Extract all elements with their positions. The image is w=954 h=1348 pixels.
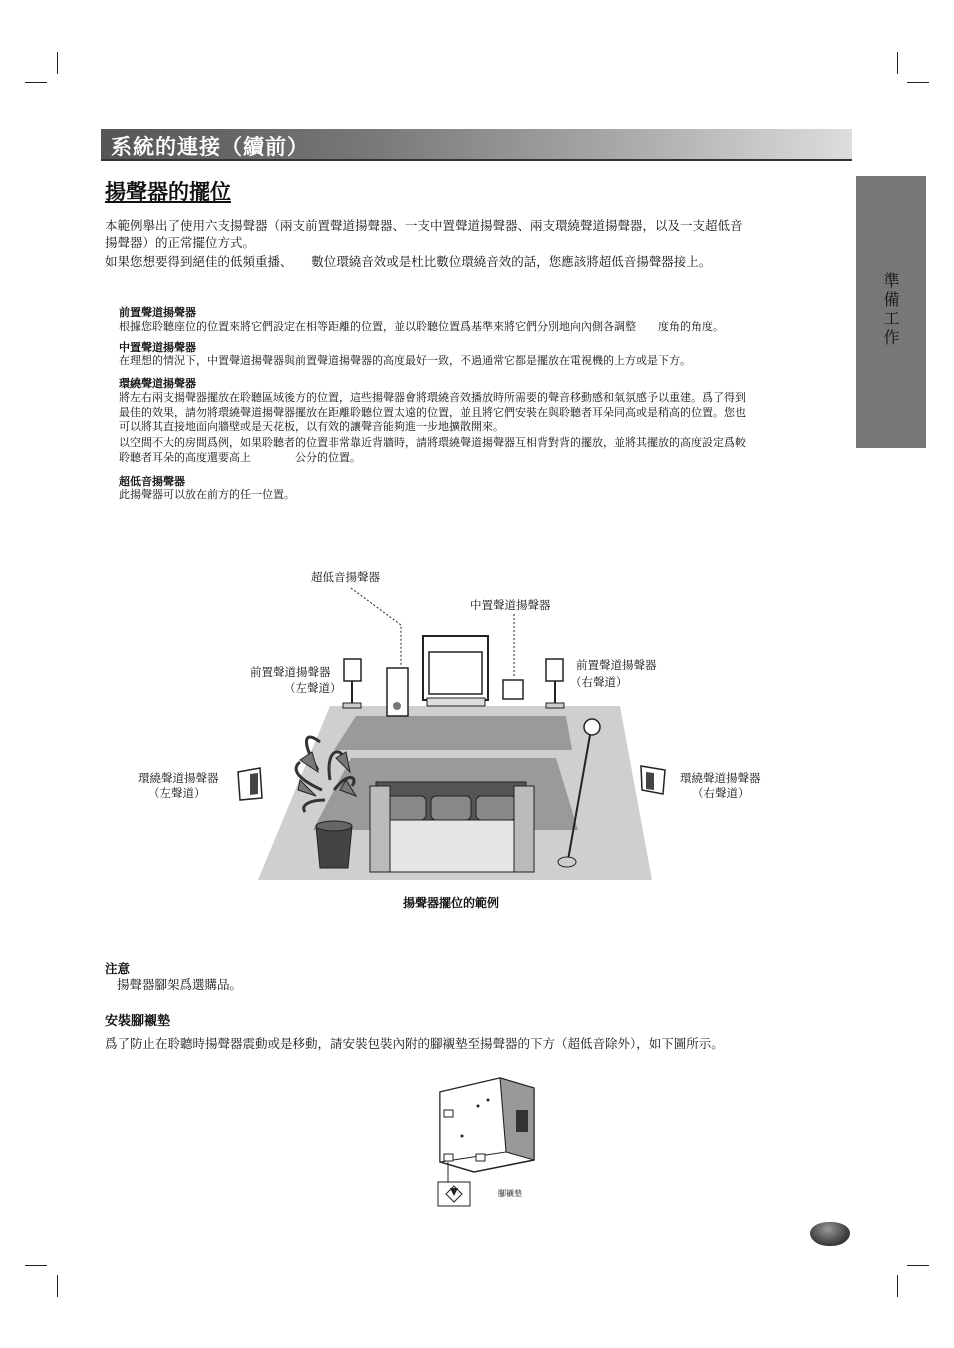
page-number-badge [810,1222,850,1246]
note-title: 注意 [105,961,131,976]
subwoofer-label: 超低音揚聲器 [311,570,380,584]
surround-speaker-text: 可以將其直接地面向牆壁或是天花板，以有效的讓聲音能夠進一步地擴散開來。 [119,420,504,433]
surround-right-channel: （右聲道） [692,786,750,800]
center-speaker-text: 在理想的情況下，中置聲道揚聲器與前置聲道揚聲器的高度最好一致，不過通常它都是擺放在電視機的上方或是下方。 [119,354,691,367]
surround-speaker-text: 以空間不大的房間爲例，如果聆聽者的位置非常靠近背牆時，請將環繞聲道揚聲器互相背對背的擺放，並將其擺放的高度設定爲較 [119,436,746,449]
front-speaker-heading: 前置聲道揚聲器 [119,306,196,319]
surround-left-label: 環繞聲道揚聲器 [138,771,219,785]
front-left-label: 前置聲道揚聲器 [250,665,331,679]
front-left-channel: （左聲道） [284,681,342,695]
front-right-speaker-icon [546,659,563,681]
pad-figure-label: 腳襯墊 [498,1189,522,1198]
pads-text: 爲了防止在聆聽時揚聲器震動或是移動，請安裝包裝內附的腳襯墊至揚聲器的下方（超低音除外），如下圖所示。 [105,1036,724,1051]
front-right-label: 前置聲道揚聲器 [576,658,657,672]
rear-stand-speaker-icon [584,719,600,735]
surround-speaker-heading: 環繞聲道揚聲器 [119,377,196,390]
pad-installation-figure [430,1072,550,1212]
center-speaker-heading: 中置聲道揚聲器 [119,341,196,354]
surround-speaker-text: 聆聽者耳朵的高度還要高上 公分的位置。 [119,451,361,464]
subwoofer-heading: 超低音揚聲器 [119,475,185,488]
intro-line: 揚聲器）的正常擺位方式。 [105,235,256,250]
surround-right-label: 環繞聲道揚聲器 [680,771,761,785]
surround-speaker-text: 最佳的效果，請勿將環繞聲道揚聲器擺放在距離聆聽位置太遠的位置，並且將它們安裝在與聆聽者耳朵同高或是稍高的位置。您也 [119,406,746,419]
intro-line: 如果您想要得到絕佳的低頻重播、 數位環繞音效或是杜比數位環繞音效的話，您應該將超低音揚聲器接上。 [105,254,712,269]
intro-line: 本範例舉出了使用六支揚聲器（兩支前置聲道揚聲器、一支中置聲道揚聲器、兩支環繞聲道揚聲器，以及一支超低音 [105,218,743,233]
section-title: 揚聲器的擺位 [105,180,231,204]
surround-left-channel: （左聲道） [148,786,206,800]
side-tab-label: 準備工作 [881,272,900,348]
front-right-channel: （右聲道） [570,675,628,689]
center-speaker-label: 中置聲道揚聲器 [470,598,551,612]
note-text: 揚聲器腳架爲選購品。 [117,977,243,992]
front-speaker-text: 根據您聆聽座位的位置來將它們設定在相等距離的位置，並以聆聽位置爲基準來將它們分別地向內側各調整 度角的角度。 [119,320,724,333]
surround-speaker-text: 將左右兩支揚聲器擺放在聆聽區域後方的位置，這些揚聲器會將環繞音效播放時所需要的聲音移動感和氣氛感予以重建。爲了得到 [119,391,746,404]
rug-front [334,716,572,750]
pads-title: 安裝腳襯墊 [105,1014,171,1029]
center-speaker-icon [503,680,523,699]
page-title: 系統的連接（續前） [111,135,309,159]
front-left-speaker-icon [344,659,361,681]
plant-pot [316,826,352,868]
diagram-caption: 揚聲器擺位的範例 [403,896,500,910]
subwoofer-text: 此揚聲器可以放在前方的任一位置。 [119,488,295,501]
